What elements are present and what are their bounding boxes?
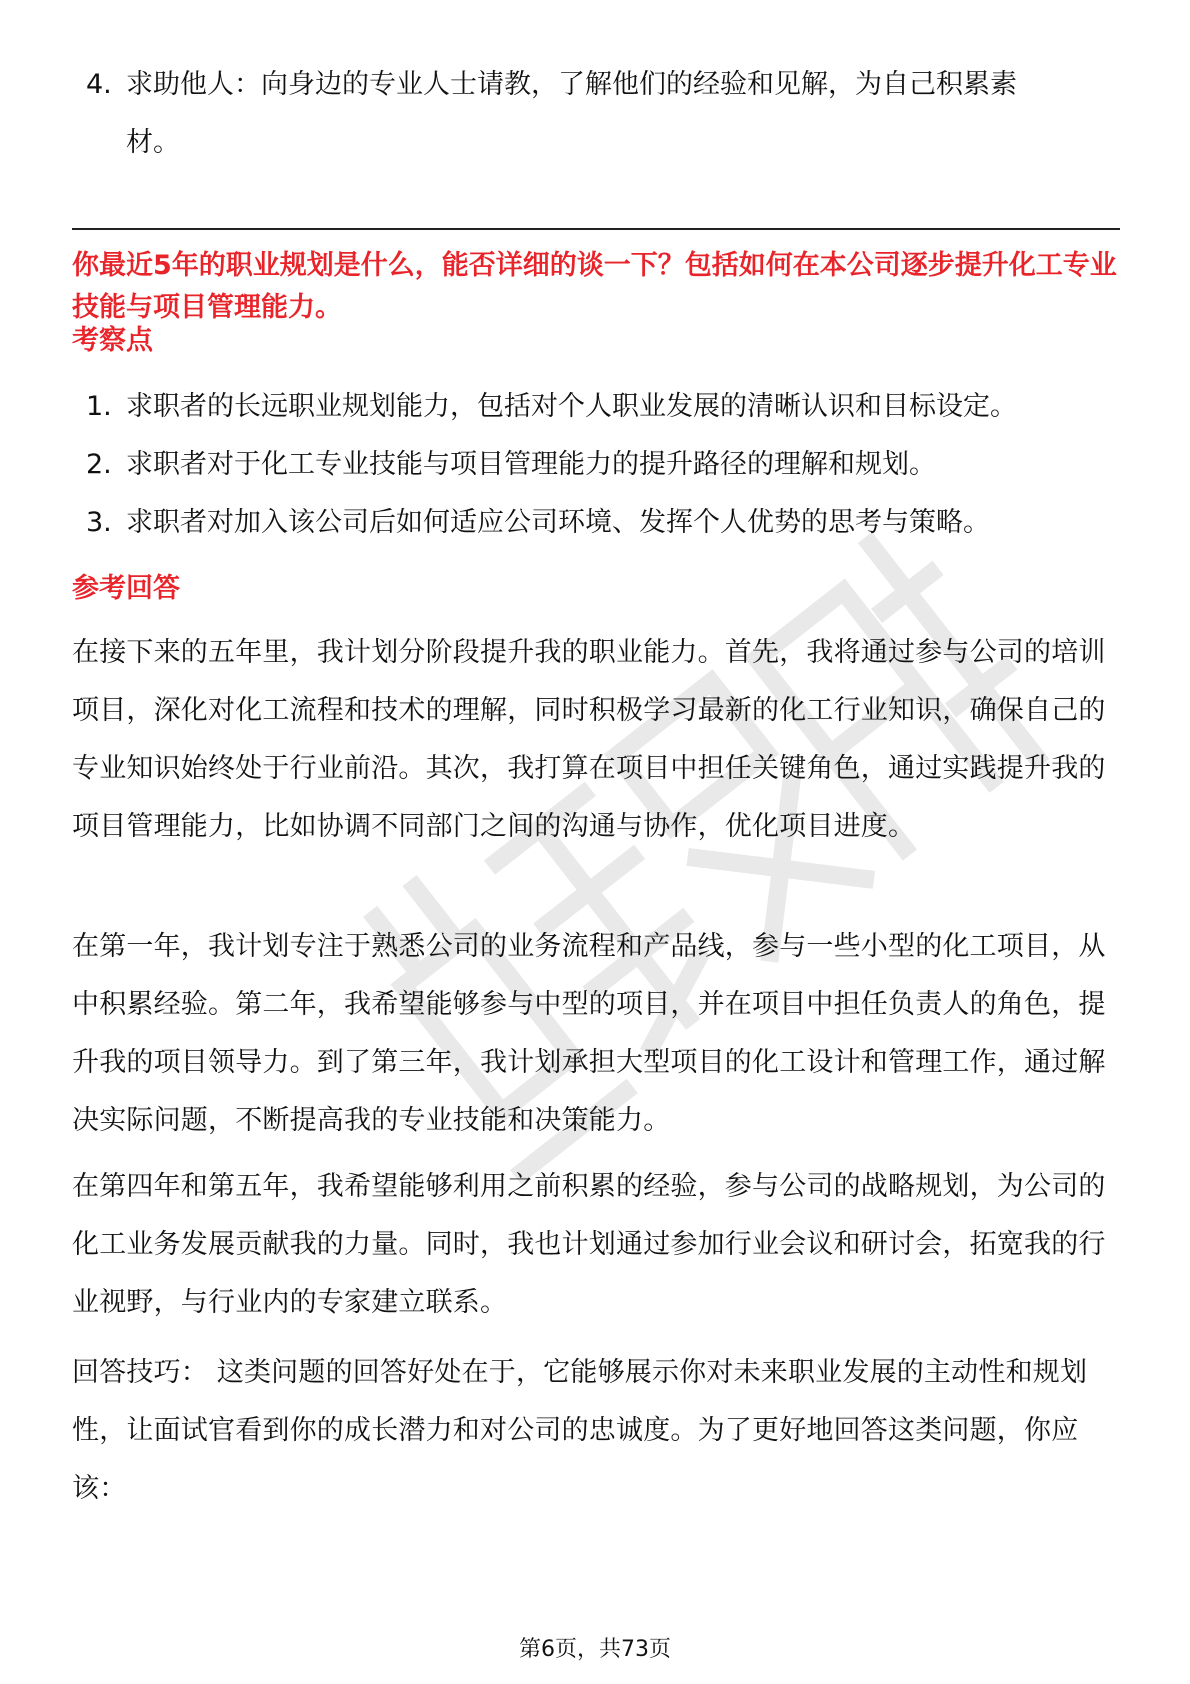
section-divider	[72, 228, 1120, 230]
answer-paragraph: 在第一年，我计划专注于熟悉公司的业务流程和产品线，参与一些小型的化工项目，从中积累经验。第二年，我希望能够参与中型的项目，并在项目中担任负责人的角色，提升我的项目领导力。到了第三年，我计划承担大型项目的化工设计和管理工作，通过解决实际问题，不断提高我的专业技能和决策能力。	[72, 931, 1106, 1136]
list-item	[72, 436, 1122, 494]
list-text: 求职者对于化工专业技能与项目管理能力的提升路径的理解和规划。	[126, 449, 936, 480]
answer-paragraph: 在第四年和第五年，我希望能够利用之前积累的经验，参与公司的战略规划，为公司的化工业务发展贡献我的力量。同时，我也计划通过参加行业会议和研讨会，拓宽我的行业视野，与行业内的专家建立联系。	[72, 1171, 1106, 1318]
list-item	[72, 378, 1122, 436]
answer-paragraph: 在接下来的五年里，我计划分阶段提升我的职业能力。首先，我将通过参与公司的培训项目，深化对化工流程和技术的理解，同时积极学习最新的化工行业知识，确保自己的专业知识始终处于行业前沿。其次，我打算在项目中担任关键角色，通过实践提升我的项目管理能力，比如协调不同部门之间的沟通与协作，优化项目进度。	[72, 637, 1106, 842]
previous-tips-list	[72, 56, 1032, 172]
list-item	[72, 56, 1032, 172]
section-heading-points: 考察点	[72, 325, 153, 356]
interview-question: 你最近5年的职业规划是什么，能否详细的谈一下？包括如何在本公司逐步提升化工专业技能与项目管理能力。	[72, 250, 1117, 323]
list-number: 1.	[86, 391, 112, 422]
section-heading-answer: 参考回答	[72, 573, 180, 604]
list-number: 2.	[86, 449, 112, 480]
list-number: 3.	[86, 507, 112, 538]
tips-paragraph: 回答技巧： 这类问题的回答好处在于，它能够展示你对未来职业发展的主动性和规划性，让面试官看到你的成长潜力和对公司的忠诚度。为了更好地回答这类问题，你应该：	[72, 1357, 1088, 1504]
list-item	[72, 494, 1122, 552]
evaluation-points-list	[72, 378, 1122, 552]
page-footer: 第6页，共73页	[519, 1637, 671, 1662]
list-number: 4.	[86, 69, 112, 100]
list-text: 求助他人：向身边的专业人士请教，了解他们的经验和见解，为自己积累素材。	[126, 69, 1017, 158]
list-text: 求职者对加入该公司后如何适应公司环境、发挥个人优势的思考与策略。	[126, 507, 990, 538]
list-text: 求职者的长远职业规划能力，包括对个人职业发展的清晰认识和目标设定。	[126, 391, 1017, 422]
